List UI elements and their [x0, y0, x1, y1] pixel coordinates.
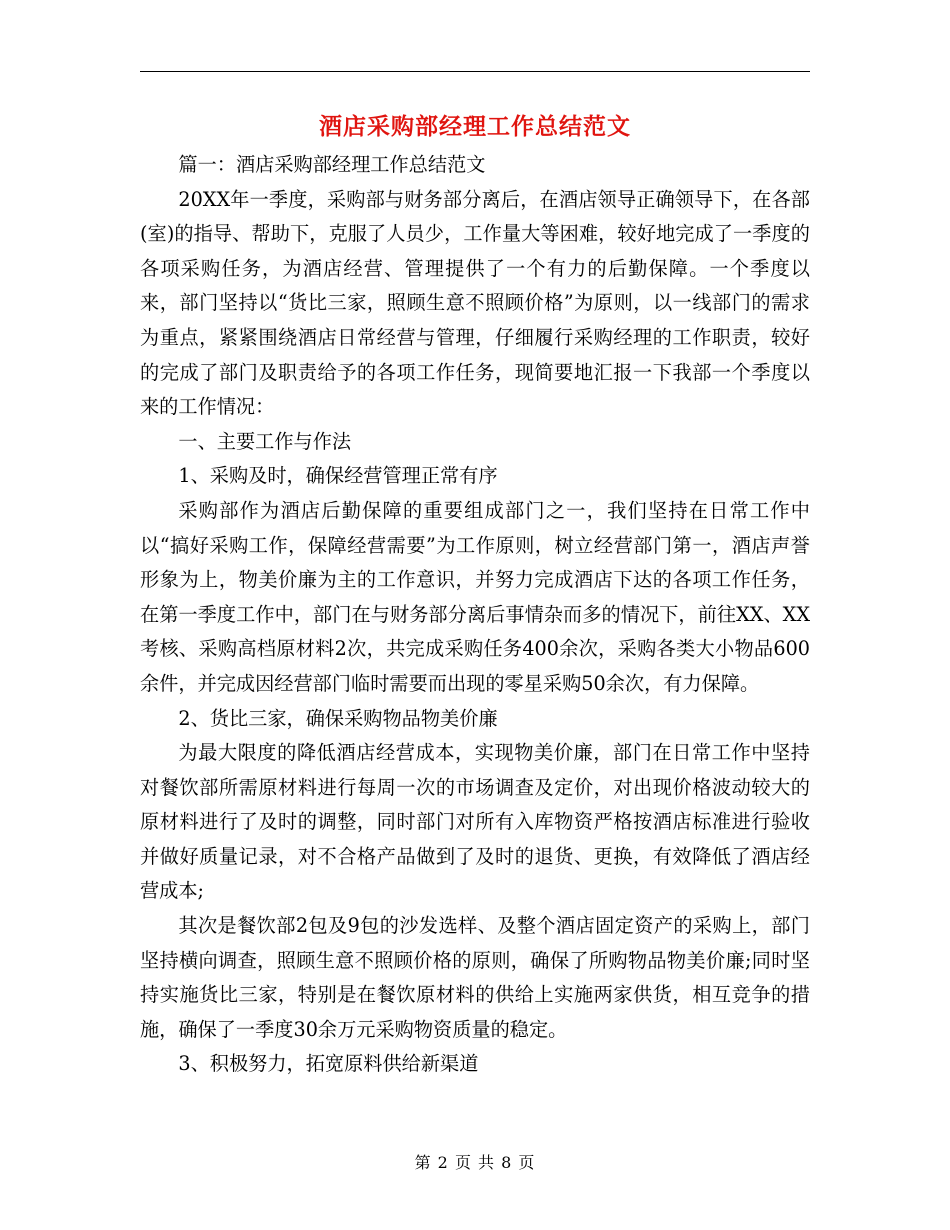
paragraph: 其次是餐饮部2包及9包的沙发选样、及整个酒店固定资产的采购上，部门坚持横向调查，照顾生意不照顾价格的原则，确保了所购物品物美价廉;同时坚持实施货比三家，特别是在餐饮原材料的供给上实施两家供货，相互竞争的措施，确保了一季度30余万元采购物资质量的稳定。 — [140, 914, 810, 1041]
subsection-heading: 2、货比三家，确保采购物品物美价廉 — [178, 706, 498, 730]
document-body — [140, 148, 810, 1082]
section-heading: 一、主要工作与作法 — [178, 429, 352, 453]
document-title: 酒店采购部经理工作总结范文 — [319, 113, 631, 140]
section-heading: 篇一：酒店采购部经理工作总结范文 — [178, 153, 486, 176]
subsection-heading: 3、积极努力，拓宽原料供给新渠道 — [178, 1052, 479, 1076]
paragraph: 20XX年一季度，采购部与财务部分离后，在酒店领导正确领导下，在各部(室)的指导、帮助下，克服了人员少，工作量大等困难，较好地完成了一季度的各项采购任务，为酒店经营、管理提供了一个有力的后勤保障。一个季度以来，部门坚持以“货比三家，照顾生意不照顾价格”为原则，以一线部门的需求为重点，紧紧围绕酒店日常经营与管理，仔细履行采购经理的工作职责，较好的完成了部门及职责给予的各项工作任务，现简要地汇报一下我部一个季度以来的工作情况： — [140, 187, 810, 419]
subsection-heading: 1、采购及时，确保经营管理正常有序 — [178, 464, 498, 488]
paragraph: 采购部作为酒店后勤保障的重要组成部门之一，我们坚持在日常工作中以“搞好采购工作，保障经营需要”为工作原则，树立经营部门第一，酒店声誉形象为上，物美价廉为主的工作意识，并努力完成酒店下达的各项工作任务，在第一季度工作中，部门在与财务部分离后事情杂而多的情况下，前往XX、XX考核、采购高档原材料2次，共完成采购任务400余次，采购各类大小物品600余件，并完成因经营部门临时需要而出现的零星采购50余次，有力保障。 — [140, 498, 810, 695]
page-number: 第 2 页 共 8 页 — [414, 1153, 536, 1172]
paragraph: 为最大限度的降低酒店经营成本，实现物美价廉，部门在日常工作中坚持对餐饮部所需原材料进行每周一次的市场调查及定价，对出现价格波动较大的原材料进行了及时的调整，同时部门对所有入库物资严格按酒店标准进行验收并做好质量记录，对不合格产品做到了及时的退货、更换，有效降低了酒店经营成本; — [140, 741, 810, 903]
header-rule — [140, 71, 810, 72]
